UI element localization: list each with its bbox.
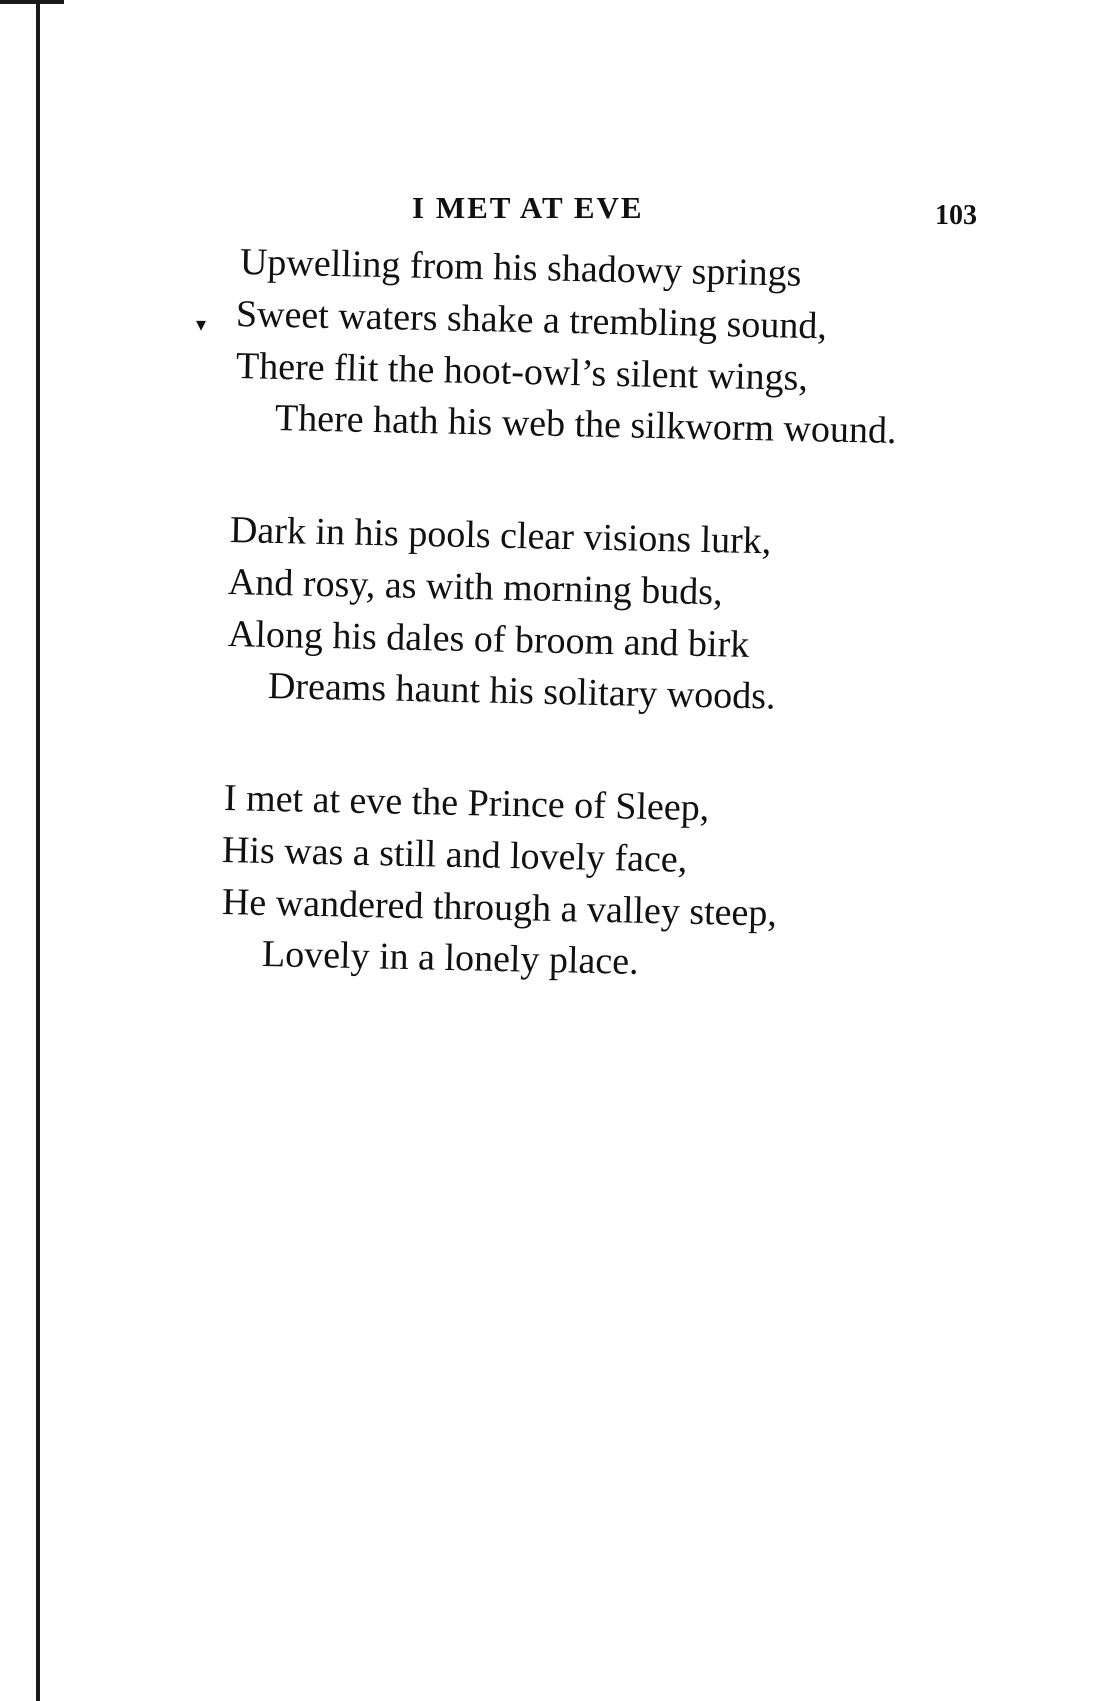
poem-line: There flit the hoot-owl’s silent wings, bbox=[235, 345, 809, 399]
poem-line: I met at eve the Prince of Sleep, bbox=[223, 777, 710, 830]
poem-line: Dreams haunt his solitary woods. bbox=[267, 665, 776, 718]
poem-line: Lovely in a lonely place. bbox=[261, 933, 640, 983]
poem-line: Upwelling from his shadowy springs bbox=[239, 241, 802, 295]
book-spine-edge bbox=[36, 0, 40, 1701]
poem-line: Along his dales of broom and birk bbox=[227, 613, 750, 666]
book-spine-top-edge bbox=[0, 0, 64, 4]
poem-line: And rosy, as with morning buds, bbox=[227, 561, 724, 614]
stray-ink-mark: ▾ bbox=[196, 314, 207, 336]
poem-line: There hath his web the silkworm wound. bbox=[274, 397, 897, 453]
poem-line: Dark in his pools clear visions lurk, bbox=[229, 509, 772, 563]
page-number: 103 bbox=[935, 200, 977, 231]
poem-line: His was a still and lovely face, bbox=[221, 829, 688, 881]
poem-line: Sweet waters shake a trembling sound, bbox=[235, 293, 828, 348]
poem-line: He wandered through a valley steep, bbox=[221, 881, 778, 935]
running-head-title: I MET AT EVE bbox=[412, 190, 644, 225]
